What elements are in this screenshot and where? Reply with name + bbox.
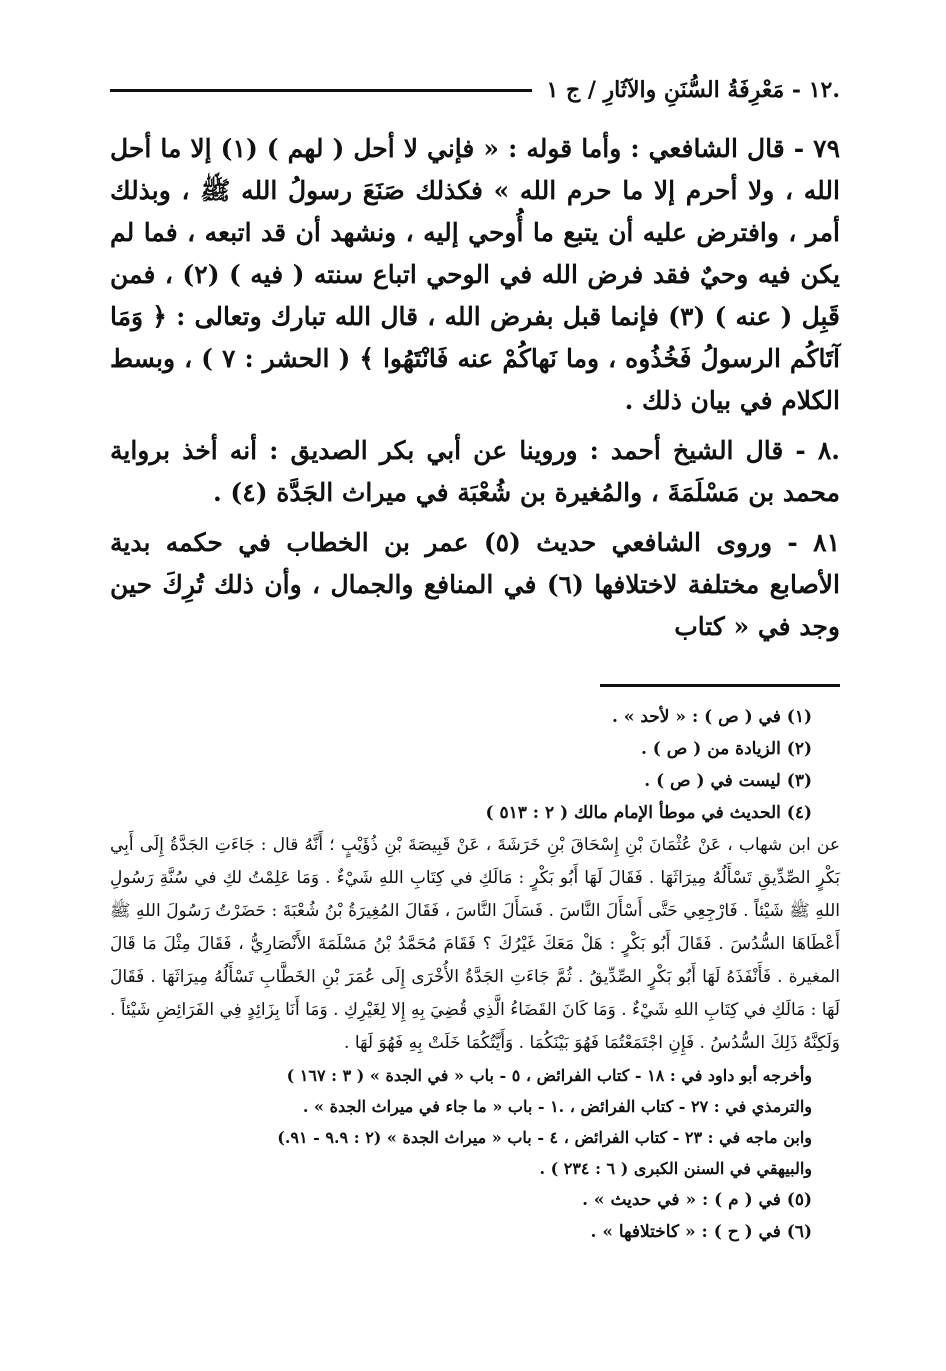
paragraph-80: .٨ - قال الشيخ أحمد : وروينا عن أبي بكر الصديق : أنه أخذ برواية محمد بن مَسْلَمَةَ ، والمُغيرة بن شُعْبَة في ميراث الجَدَّة (٤) . [110, 436, 840, 507]
footnote-5: (٥) في ( م ) : « في حديث » . [582, 1190, 812, 1210]
footnote-2: (٢) الزيادة من ( ص ) . [640, 739, 812, 759]
footnote-separator [600, 684, 840, 687]
footnote-4-ref-bayhaqi: والبيهقي في السنن الكبرى ( ٦ : ٢٣٤ ) . [539, 1159, 812, 1178]
book-page [110, 70, 840, 1248]
footnote-3: (٣) ليست في ( ص ) . [644, 771, 812, 791]
footnotes [110, 701, 840, 1248]
footnote-4-ref-tirmidhi: والترمذي في : ٢٧ - كتاب الفرائض ، .١ - باب « ما جاء في ميراث الجدة » . [302, 1097, 812, 1116]
main-text [110, 128, 840, 648]
page-header [110, 70, 840, 110]
footnote-4-ref-ibnmajah: وابن ماجه في : ٢٣ - كتاب الفرائض ، ٤ - باب « ميراث الجدة » (٢ : ٩.٩ - ٩١.) [277, 1128, 812, 1147]
footnote-1: (١) في ( ص ) : « لأحد » . [611, 707, 812, 727]
paragraph-81: ٨١ - وروى الشافعي حديث (٥) عمر بن الخطاب في حكمه بدية الأصابع مختلفة لاختلافها (٦) في المنافع والجمال ، وأن ذلك تُرِكَ حين وجد في « كتاب [110, 528, 840, 641]
footnote-6: (٦) في ( ح ) : « كاختلافها » . [590, 1222, 812, 1242]
header-rule [110, 89, 532, 92]
running-header-title: .١٢ - مَعْرِفَةُ السُّنَنِ والآثَارِ / ج ١ [546, 77, 840, 103]
footnote-4-ref-abudawud: وأخرجه أبو داود في : ١٨ - كتاب الفرائض ، ٥ - باب « في الجدة » ( ٣ : ١٦٧ ) [286, 1066, 812, 1085]
paragraph-79: ٧٩ - قال الشافعي : وأما قوله : « فإني لا أحل ( لهم ) (١) إلا ما أحل الله ، ولا أحرم إلا ما حرم الله » فكذلك صَنَعَ رسولُ الله ﷺ ، وبذلك أمر ، وافترض عليه أن يتبع ما أُوحي إليه ، ونشهد أن قد اتبعه ، فما لم يكن فيه وحيٌ فقد فرض الله في الوحي اتباع سنته ( فيه ) (٢) ، فمن قَبِل ( عنه ) (٣) فإنما قبل بفرض الله ، قال الله تبارك وتعالى : ﴿ وَمَا آتَاكُم الرسولُ فَخُذُوه ، وما نَهاكُمْ عنه فَانْتَهُوا ﴾ ( الحشر : ٧ ) ، وبسط الكلام في بيان ذلك . [110, 134, 841, 415]
footnote-4: (٤) الحديث في موطأ الإمام مالك ( ٢ : ٥١٣ ) [485, 803, 812, 823]
footnote-4-quote: عن ابن شهاب ، عَنْ عُثْمَانَ بْنِ إِسْحَاقَ بْنِ خَرَشَةَ ، عَنْ قَبِيصَةَ بْنِ ذُؤَيْبٍ ؛ أَنَّهُ قال : جَاءَتِ الجَدَّةُ إِلَى أَبِي بَكْرٍ الصِّدِّيقِ تَسْأَلُهُ مِيرَاثَهَا . فَقَالَ لَهَا أَبُو بَكْرٍ : مَالَكِ في كِتَابِ اللهِ شَيْءٌ . وَمَا عَلِمْتُ لكِ في سُنَّةِ رَسُولِ اللهِ ﷺ شَيْئاً . فَارْجِعِي حَتَّى أَسْأَلَ النَّاسَ . فَسَأَلَ النَّاسَ ، فَقَالَ المُغِيرَةُ بْنُ شُعْبَةَ : حَضَرْتُ رَسُولَ اللهِ ﷺ أَعْطَاهَا السُّدُسَ . فَقَالَ أَبُو بَكْرٍ : هَلْ مَعَكَ غَيْرُكَ ؟ فَقَامَ مُحَمَّدُ بْنُ مَسْلَمَةَ الأَنْصَارِيُّ ، فَقَالَ مِثْلَ مَا قَالَ المغيرة . فَأَنْفَذَهُ لَهَا أَبُو بَكْرٍ الصِّدِّيقُ . ثُمَّ جَاءَتِ الجَدَّةُ الأُخْرَى إِلَى عُمَرَ بْنِ الخَطَّابِ تَسْأَلُهُ مِيرَاثَهَا . فَقَالَ لَهَا : مَالَكِ في كِتَابِ اللهِ شَيْءٌ . وَمَا كَانَ القَضَاءُ الَّذِي قُضِيَ بِهِ إِلا لِغَيْرِكِ . وَمَا أَنَا بِزَائِدٍ فِي الفَرَائِضِ شَيْئاً . وَلَكِنَّهُ ذَلِكَ السُّدُسُ . فَإِنِ اجْتَمَعْتُمَا فَهُوَ بَيْنَكُمَا . وَأَيَّتُكُمَا خَلَتْ بِهِ فَهُوَ لَهَا . [110, 835, 840, 1053]
